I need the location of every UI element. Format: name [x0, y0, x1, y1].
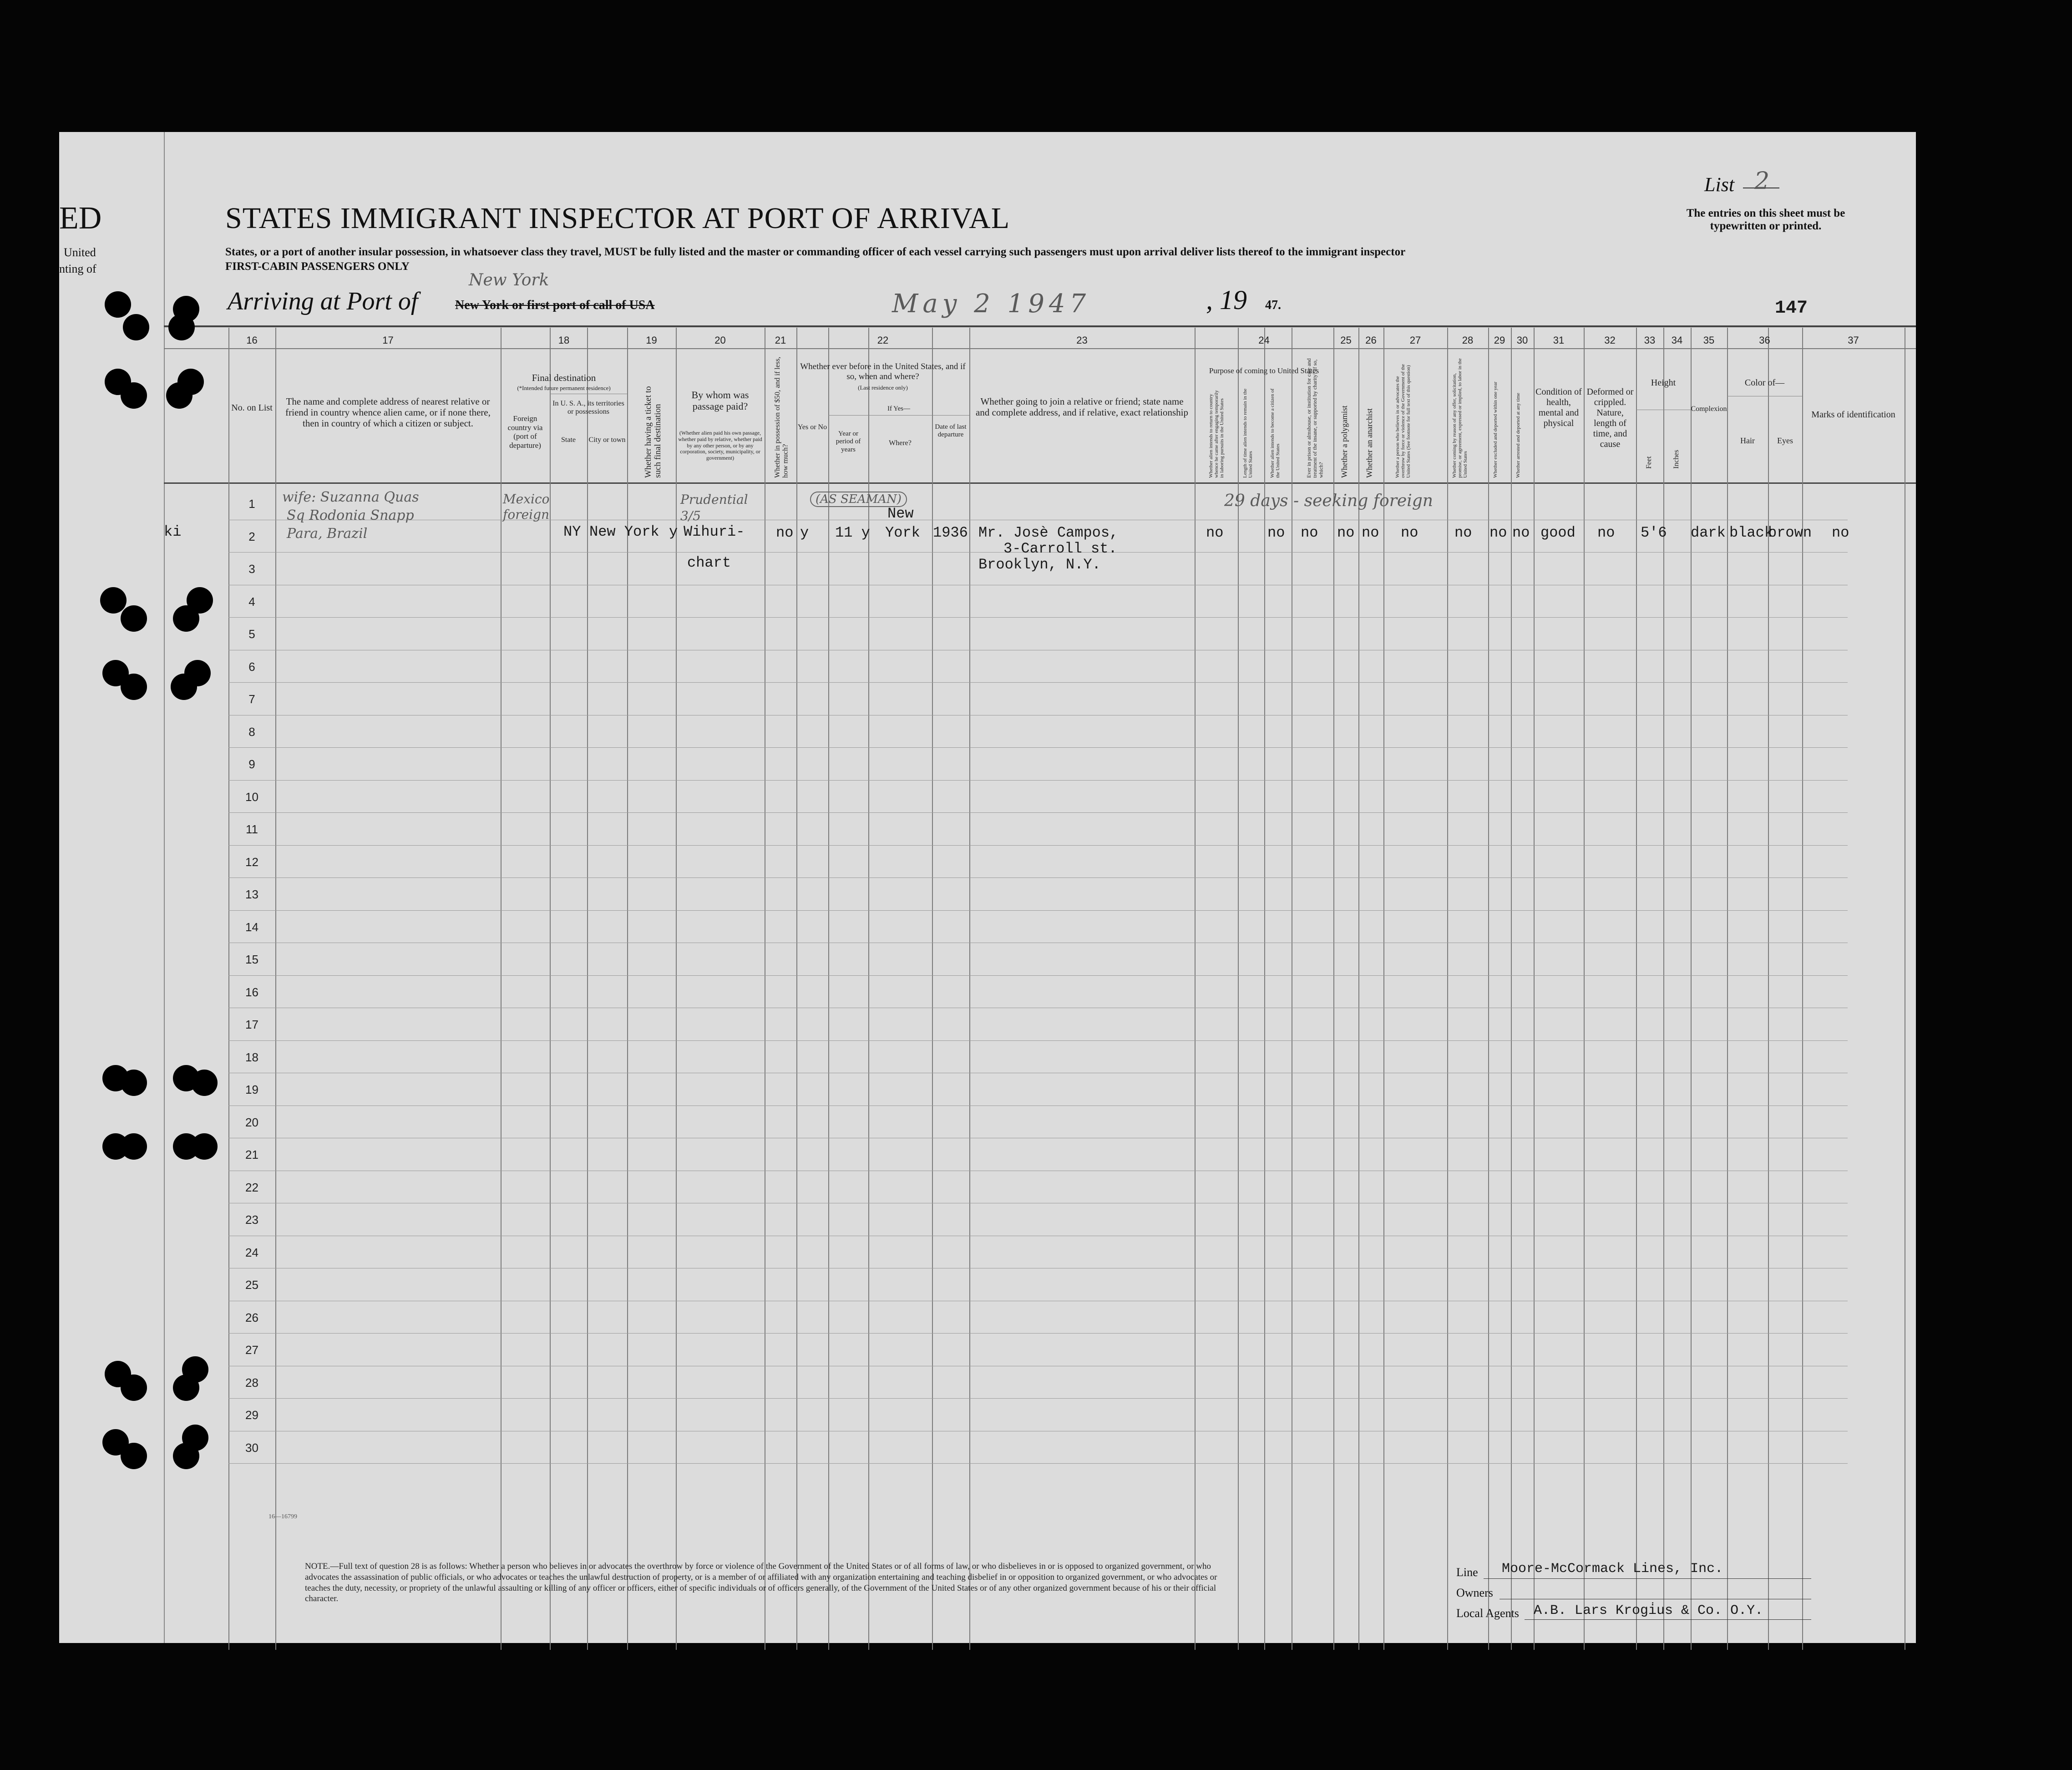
row-number: 28	[245, 1375, 258, 1390]
col-number: 16	[246, 335, 258, 346]
year-prefix: , 19	[1206, 285, 1247, 315]
purpose-return-value: no	[1206, 524, 1224, 541]
class-line: FIRST-CABIN PASSENGERS ONLY	[225, 260, 410, 273]
header-purpose-citizen: Whether alien intends to become a citizen of the United States	[1270, 388, 1281, 478]
row-line	[228, 780, 1848, 781]
seaman-note: (AS SEAMAN)	[810, 492, 907, 507]
row-number: 27	[245, 1343, 258, 1357]
before-yes-value: y	[800, 524, 809, 541]
overthrow-value: no	[1401, 524, 1418, 541]
row-line	[228, 682, 1848, 683]
foreign-port: Mexico foreign	[503, 492, 550, 522]
punch-hole	[121, 605, 147, 632]
header-feet: Feet	[1645, 456, 1653, 469]
typewritten-instruction: The entries on this sheet must be typewritten or printed.	[1686, 207, 1845, 232]
punch-hole	[171, 674, 197, 700]
row-number: 15	[245, 953, 258, 966]
row-line	[228, 747, 1848, 748]
header-height: Height	[1651, 378, 1676, 388]
header-final-destination: Final destination	[532, 372, 596, 383]
row-number: 5	[248, 627, 255, 641]
row-number: 12	[245, 855, 258, 869]
punch-hole	[123, 314, 149, 340]
header-money: Whether in possession of $50, and if less, how much?	[774, 356, 790, 478]
relative-line-1: wife: Suzanna Quas	[282, 489, 419, 505]
punch-hole	[121, 1374, 147, 1401]
header-state: State	[561, 436, 576, 444]
col-number: 22	[877, 335, 889, 346]
agents-label: Local Agents	[1456, 1607, 1519, 1620]
list-number: 2	[1754, 167, 1770, 195]
col-number: 23	[1076, 335, 1088, 346]
departure-value: 1936	[933, 524, 968, 541]
header-final-destination-sub: (*Intended future permanent residence)	[517, 385, 611, 391]
header-overthrow: Whether a person who believes in or advocates the overthrow by force or violence of the Government of the United States (See footnote for full text of this question)	[1395, 364, 1412, 478]
row-number: 23	[245, 1213, 258, 1227]
passage-line-2: chart	[687, 554, 731, 571]
owners-label: Owners	[1456, 1586, 1493, 1599]
passage-line-1: Wihuri-	[684, 523, 745, 540]
footnote: NOTE.—Full text of question 28 is as follows: Whether a person who believes in or advocates the overthrow by force or violence of the Government of the United States or of all forms of law, or who disbelieves in or is opposed to organized government, or who advocates the assassination of public officials, or who advocates or teaches the unlawful destruction of property, or is a member of or affiliated with any organization entertaining and teaching disbelief in or opposition to organized government, or who advocates or teaches the duty, necessity, or propriety of the unlawful assaulting or killing of any officer or officers, either of specific individuals or of officers generally, of the Government of the United States or of any other organized government because of his or their official character.	[305, 1562, 1217, 1604]
left-fragment: ki	[164, 523, 182, 540]
handwritten-port: New York	[469, 271, 549, 289]
left-margin	[59, 132, 165, 1643]
row-number: 9	[248, 757, 255, 771]
header-where: Where?	[889, 439, 912, 447]
row-line	[228, 617, 1848, 618]
col-number: 31	[1553, 335, 1565, 346]
col-number: 28	[1462, 335, 1474, 346]
header-ticket: Whether having a ticket to such final destination	[643, 386, 663, 478]
list-label: List	[1704, 173, 1735, 196]
labor-offer-value: no	[1454, 524, 1472, 541]
line-value: Moore-McCormack Lines, Inc.	[1502, 1561, 1723, 1577]
header-arrested: Whether arrested and deported at any time	[1515, 393, 1521, 478]
punch-hole	[121, 382, 147, 409]
relative-line-2: Sq Rodonia Snapp	[287, 507, 414, 523]
header-anarchist: Whether an anarchist	[1365, 408, 1374, 478]
row-line	[228, 812, 1848, 813]
row-line	[228, 1463, 1848, 1464]
header-date-departure: Date of last departure	[935, 423, 967, 439]
header-marks: Marks of identification	[1811, 410, 1895, 420]
anarchist-value: no	[1362, 524, 1379, 541]
header-join-relative: Whether going to join a relative or friend; state name and complete address, and if relative, exact relationship	[975, 396, 1189, 418]
row-number: 26	[245, 1310, 258, 1324]
join-line-3: Brooklyn, N.Y.	[978, 556, 1101, 573]
subtitle: States, or a port of another insular possession, in whatsoever class they travel, MUST be fully listed and the master or commanding officer of each vessel carrying such passengers must upon arrival deliver lists thereof to the immigrant inspector	[225, 246, 1406, 258]
punch-hole	[121, 674, 147, 700]
row-number: 10	[245, 790, 258, 804]
form-number: 16—16799	[268, 1513, 297, 1520]
row-number: 22	[245, 1180, 258, 1194]
hair-value: black	[1729, 524, 1773, 541]
marks-value: no	[1832, 524, 1849, 541]
page-title: STATES IMMIGRANT INSPECTOR AT PORT OF ARRIVAL	[225, 202, 1010, 235]
row-number: 6	[248, 659, 255, 674]
row-number: 16	[245, 985, 258, 999]
header-if-yes: If Yes—	[887, 405, 910, 412]
col-number: 33	[1644, 335, 1656, 346]
header-nearest-relative: The name and complete address of nearest relative or friend in country whence alien came, or if none there, then in country of which a citizen or subject.	[285, 396, 491, 429]
row-number: 17	[245, 1018, 258, 1031]
punch-hole	[173, 605, 199, 632]
punch-hole	[121, 1443, 147, 1469]
header-inches: Inches	[1672, 450, 1680, 469]
header-complexion: Complexion	[1691, 405, 1727, 413]
punch-hole	[166, 382, 193, 409]
punch-hole	[173, 1374, 199, 1401]
excluded-value: no	[1489, 524, 1507, 541]
dest-city: New York	[589, 523, 659, 540]
row-number: 3	[248, 562, 255, 576]
col-number: 35	[1703, 335, 1715, 346]
header-purpose-return: Whether alien intends to return to country whence he came after engaging temporarily in laboring pursuits in the United States	[1208, 390, 1225, 478]
relative-line-3: Para, Brazil	[287, 526, 368, 542]
header-deformed: Deformed or crippled. Nature, length of time, and cause	[1586, 387, 1634, 449]
col-number: 25	[1340, 335, 1352, 346]
height-value: 5'6	[1641, 524, 1667, 541]
col-number: 19	[646, 335, 657, 346]
header-polygamist: Whether a polygamist	[1340, 406, 1349, 478]
punch-hole	[121, 1133, 147, 1160]
punch-hole	[100, 587, 127, 614]
complexion-value: dark	[1691, 524, 1726, 541]
row-line	[228, 975, 1848, 976]
ticket-value: y	[669, 523, 678, 540]
row-number: 8	[248, 725, 255, 739]
row-number: 14	[245, 920, 258, 934]
united-fragment: United	[64, 246, 96, 259]
col-number: 36	[1759, 335, 1770, 346]
deformed-value: no	[1597, 524, 1615, 541]
where-line-2: York	[885, 524, 920, 541]
row-number: 11	[246, 822, 258, 836]
col-number: 26	[1365, 335, 1377, 346]
row-number: 18	[245, 1050, 258, 1064]
header-foreign-country: Foreign country via (port of departure)	[507, 414, 543, 450]
punch-hole	[105, 291, 131, 318]
header-last-residence: (Last residence only)	[858, 384, 908, 391]
header-passage-note: (Whether alien paid his own passage, whether paid by relative, whether paid by any other person, or by any corporation, society, municipality, or government)	[678, 430, 762, 462]
year-suffix: 47.	[1265, 298, 1281, 312]
where-line-1: New	[887, 505, 914, 522]
col-number: 29	[1494, 335, 1505, 346]
header-purpose: Purpose of coming to United States	[1209, 366, 1319, 375]
punch-hole	[173, 1443, 199, 1469]
row-number: 13	[245, 888, 258, 901]
punch-hole	[168, 314, 195, 340]
header-excluded: Whether excluded and deported within one year	[1493, 381, 1498, 478]
join-line-2: 3-Carroll st.	[1003, 540, 1117, 557]
passage-handwritten: Prudential 3/5	[680, 492, 748, 524]
row-number: 30	[245, 1440, 258, 1455]
row-number: 25	[245, 1278, 258, 1292]
manifest-sheet	[59, 132, 1916, 1643]
header-eyes: Eyes	[1777, 436, 1793, 445]
row-line	[228, 1398, 1848, 1399]
row-line	[228, 845, 1848, 846]
handwritten-date: May 2 1947	[892, 289, 1091, 319]
header-no-on-list: No. on List	[231, 403, 273, 413]
title-fragment: ED	[59, 201, 102, 236]
row-line	[228, 1040, 1848, 1041]
punch-hole	[191, 1070, 218, 1096]
col-number: 18	[558, 335, 570, 346]
dest-state: NY	[563, 523, 581, 540]
row-number: 2	[248, 529, 255, 543]
col-number: 32	[1604, 335, 1616, 346]
header-color-of: Color of—	[1744, 378, 1785, 388]
col-number: 30	[1516, 335, 1528, 346]
col-number: 24	[1258, 335, 1270, 346]
arriving-label: Arriving at Port of	[228, 287, 418, 315]
header-period: Year or period of years	[836, 430, 861, 453]
money-value: no	[776, 524, 794, 541]
prison-value: no	[1301, 524, 1318, 541]
header-ever-before: Whether ever before in the United States, and if so, when and where?	[800, 362, 966, 381]
col-number: 27	[1409, 335, 1421, 346]
row-number: 20	[245, 1115, 258, 1129]
header-labor-offer: Whether coming by reason of any offer, solicitation, promise, or agreement, expressed or implied, to labor in the United States	[1452, 358, 1469, 478]
header-health: Condition of health, mental and physical	[1535, 387, 1582, 428]
row-number: 1	[248, 497, 255, 511]
header-purpose-length: Length of time alien intends to remain in the United States	[1242, 388, 1254, 478]
header-yes-no: Yes or No	[797, 423, 827, 431]
page-number: 147	[1775, 298, 1808, 319]
col-number: 20	[714, 335, 726, 346]
health-value: good	[1540, 524, 1576, 541]
row-number: 19	[245, 1083, 258, 1096]
header-city: City or town	[588, 436, 626, 444]
punch-hole	[121, 1070, 147, 1096]
row-number: 29	[245, 1408, 258, 1422]
col-number: 37	[1848, 335, 1859, 346]
agents-value: A.B. Lars Krogi̇us & Co. O.Y.	[1534, 1603, 1763, 1618]
eyes-value: brown	[1768, 524, 1812, 541]
row-number: 24	[245, 1245, 258, 1259]
arrested-value: no	[1512, 524, 1530, 541]
header-passage-paid: By whom was passage paid?	[691, 389, 749, 412]
row-number: 21	[245, 1148, 258, 1161]
join-line-1: Mr. Josè Campos,	[978, 524, 1119, 541]
row-number: 4	[248, 594, 255, 609]
row-line	[228, 1333, 1848, 1334]
col-number: 21	[775, 335, 786, 346]
period-value: 11 y	[835, 524, 870, 541]
purpose-handwritten: 29 days - seeking foreign	[1224, 492, 1433, 510]
header-hair: Hair	[1740, 436, 1755, 445]
printed-port: New York or first port of call of USA	[455, 298, 655, 312]
polygamist-value: no	[1337, 524, 1355, 541]
col-number: 17	[382, 335, 394, 346]
punch-hole	[191, 1133, 218, 1160]
line-label: Line	[1456, 1566, 1478, 1579]
header-prison: Ever in prison or almshouse, or institution for care and treatment of the insane, or supported by charity? If so, which?	[1306, 358, 1324, 478]
purpose-citizen-value: no	[1267, 524, 1285, 541]
col-number: 34	[1671, 335, 1683, 346]
row-number: 7	[248, 692, 255, 706]
row-line	[228, 877, 1848, 878]
row-line	[228, 910, 1848, 911]
of-fragment: nting of	[59, 262, 96, 275]
header-in-usa: In U. S. A., its territories or possessions	[552, 400, 624, 416]
